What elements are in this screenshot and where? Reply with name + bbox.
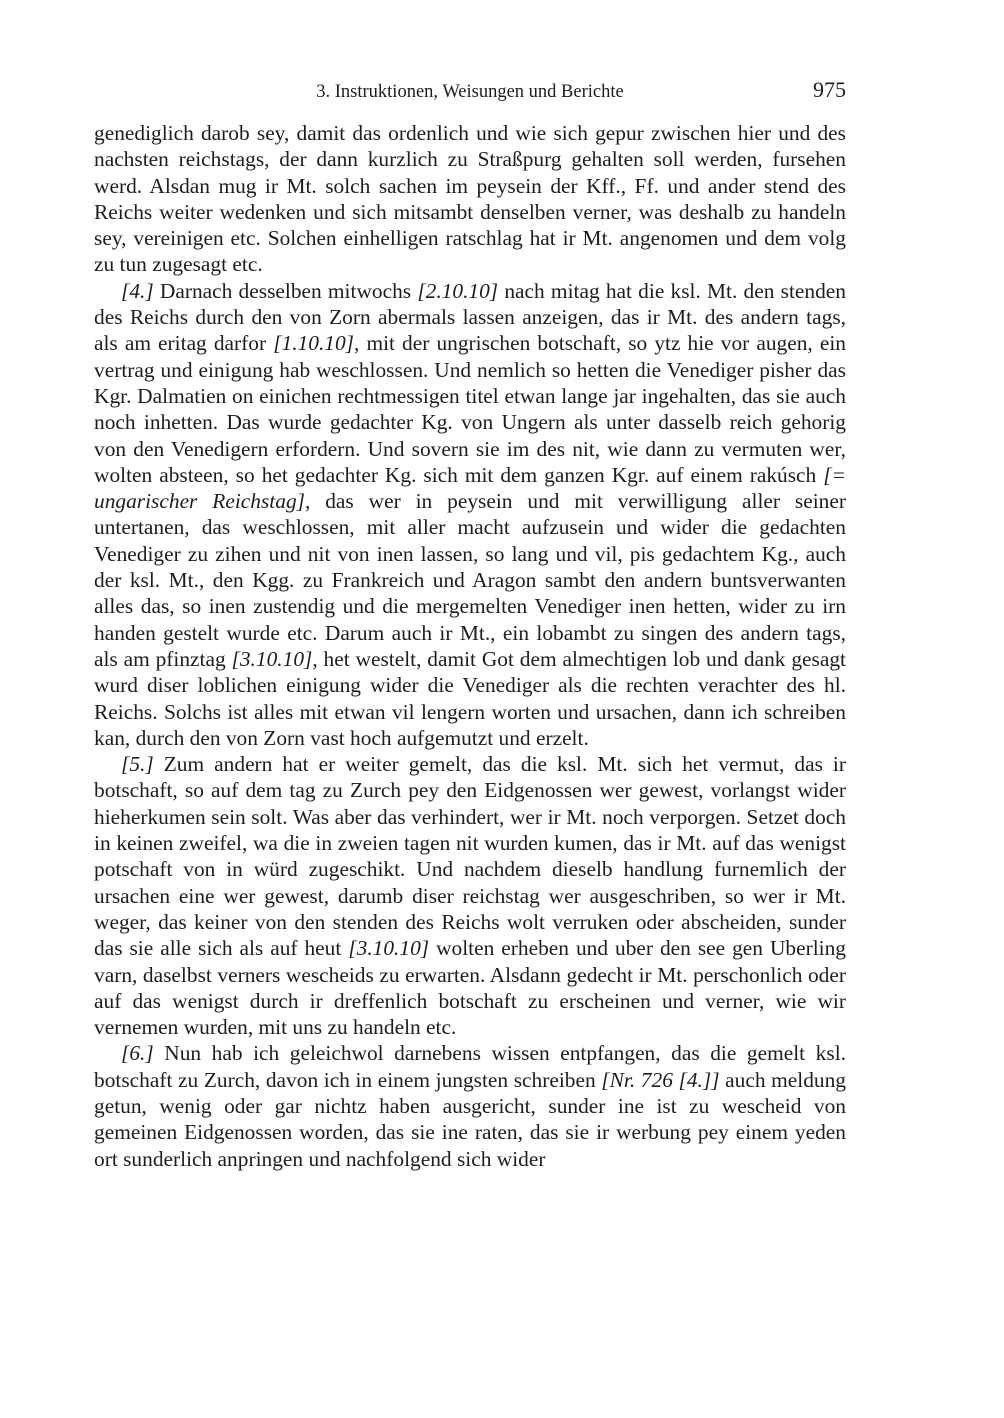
document-page [94, 78, 846, 1172]
paragraph [94, 120, 846, 278]
running-title: 3. Instruktionen, Weisungen und Berichte [316, 82, 624, 102]
text-segment: Zum andern hat er weiter gemelt, das die ksl. Mt. sich het vermut, das ir botschaft, so auf dem tag zu Zurch pey den Eidgenossen wer gewest, vorlangst wider hieherkumen sein solt. Was aber das verhindert, wer ir Mt. noch verporgen. Setzet doch in keinen zweifel, wa die in zweien tagen nit wurden kumen, das ir Mt. auf das wenigst potschaft von in würd zugeschikt. Und nachdem dieselb handlung furnemlich der ursachen eine wer gewest, darumb diser reichstag wer ausgeschriben, so wer ir Mt. weger, das keiner von den stenden des Reichs wolt verruken oder abscheiden, sunder das sie alle sich als auf heut [94, 752, 846, 961]
body-text [94, 120, 846, 1172]
text-segment: wolten erheben und uber den see gen Uberling varn, daselbst verners wescheids zu erwarten. Alsdann gedecht ir Mt. perschonlich oder auf das wenigst durch ir dreffenlich botschaft zu erscheinen und verner, wie wir vernemen wurden, mit uns zu handeln etc. [94, 936, 846, 1040]
text-segment: , das wer in peysein und mit verwilligung aller seiner untertanen, das weschlossen, mit aller macht aufzusein und wider die gedachten Venediger zu zihen und nit von inen lassen, so lang und vil, pis gedachtem Kg., auch der ksl. Mt., den Kgg. zu Frankreich und Aragon sambt den andern buntsverwanten alles das, so inen zustendig und die mergemelten Venediger inen hetten, wider zu irn handen gestelt wurde etc. Darum auch ir Mt., ein lobambt zu singen des andern tags, als am pfinztag [94, 489, 846, 671]
text-segment: Nun hab ich geleichwol darnebens wissen entpfangen, das die gemelt ksl. botschaft zu Zurch, davon ich in einem jungsten schreiben [94, 1041, 846, 1092]
editorial-annotation: [1.10.10] [273, 331, 355, 356]
text-segment: , het westelt, damit Got dem almechtigen lob und dank gesagt wurd diser loblichen einigung wider die Venediger als die rechten verachter des hl. Reichs. Solchs ist alles mit etwan vil lengern worten und ursachen, dann ich schreiben kan, durch den von Zorn vast hoch aufgemutzt und erzelt. [94, 646, 846, 750]
text-segment: auch meldung getun, wenig oder gar nichtz haben ausgericht, sunder ine ist zu wescheid von gemeinen Eidgenossen worden, das sie ine raten, das sie ir werbung pey einem yeden ort sunderlich anpringen und nachfolgend sich wider [94, 1067, 846, 1171]
text-segment: nach mitag hat die ksl. Mt. den stenden des Reichs durch den von Zorn abermals lassen anzeigen, das ir Mt. des andern tags, als am eritag darfor [94, 278, 846, 356]
editorial-annotation: [2.10.10] [417, 278, 499, 303]
editorial-annotation: [3.10.10] [231, 646, 313, 671]
editorial-annotation: [5.] [121, 752, 154, 777]
editorial-annotation: [4.] [121, 278, 154, 303]
paragraph [94, 751, 846, 1040]
paragraph [94, 278, 846, 751]
text-segment: , mit der ungrischen botschaft, so ytz hie vor augen, ein vertrag und einigung hab weschlossen. Und nemlich so hetten die Venediger pisher das Kgr. Dalmatien on einichen rechtmessigen titel etwan lange jar ingehalten, das sie auch noch inhetten. Das wurde gedachter Kg. von Ungern als unter dasselb reich gehorig von den Venedigern erfordern. Und sovern sie im des nit, wie dann zu vermuten wer, wolten absteen, so het gedachter Kg. sich mit dem ganzen Kgr. auf einem rakúsch [94, 331, 846, 487]
text-segment: Darnach desselben mitwochs [153, 278, 418, 303]
page-number: 975 [813, 77, 846, 102]
editorial-annotation: [= ungarischer Reichstag] [94, 462, 846, 514]
text-segment: genediglich darob sey, damit das ordenlich und wie sich gepur zwischen hier und des nachsten reichstags, der dann kurzlich zu Straßpurg gehalten soll werden, fursehen werd. Alsdan mug ir Mt. solch sachen im peysein der Kff., Ff. und ander stend des Reichs weiter wedenken und sich mitsambt denselben verner, was deshalb zu handeln sey, vereinigen etc. Solchen einhelligen ratschlag hat ir Mt. angenomen und dem volg zu tun zugesagt etc. [94, 121, 846, 277]
editorial-annotation: [Nr. 726 [4.]] [601, 1067, 720, 1092]
editorial-annotation: [3.10.10] [348, 936, 430, 961]
paragraph [94, 1040, 846, 1171]
editorial-annotation: [6.] [121, 1041, 154, 1066]
running-header [94, 78, 846, 106]
